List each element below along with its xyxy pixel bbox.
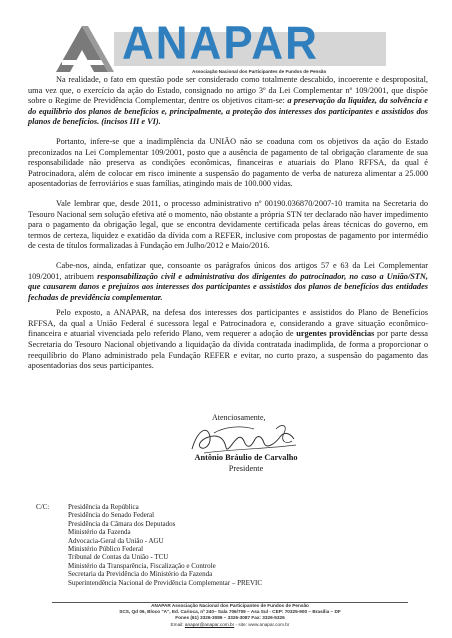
letter-body: [28, 75, 428, 381]
list-item: Tribunal de Contas da União - TCU: [68, 553, 169, 562]
closing-text: Atenciosamente,: [212, 413, 266, 422]
paragraph-4: Cabe-nos, ainda, enfatizar que, consoante os parágrafos únicos dos artigos 57 e 63 da Lei Complementar 109/2001, atribuem responsabilização civil e administrativa dos dirigentes do patrocinador, no caso a União/STN, que causarem danos e prejuízos aos interesses dos participantes e assistidos dos planos de benefícios das entidades fechadas de previdência complementar.: [28, 260, 429, 302]
footer-address: SCS, Qd 06, Bloco "A", Ed. Carioca, nº 240– Sala 706/709 – Asa Sul - CEP: 70325-900 – Brasília – DF: [119, 609, 341, 615]
paragraph-1: Na realidade, o fato em questão pode ser considerado como totalmente descabido, incoerente e desproposital, uma vez que, o exercício da ação do Estado, consignado no artigo 3º da Lei Complementar nº 109/2001, que dispõe sobre o Regime de Previdência Complementar, dentre os objetivos citam-se: a preservação da liquidez, da solvência e do equilíbrio dos planos de benefícios e, principalmente, a proteção dos interesses dos participantes e assistidos dos planos de benefícios. (incisos III e VI).: [28, 75, 428, 127]
list-item: Advocacia-Geral da União - AGU: [68, 536, 164, 545]
signature-block: [176, 413, 316, 489]
brand-subtitle: Associação Nacional dos Participantes de Fundos de Pensão: [192, 69, 327, 74]
page-footer: [52, 603, 408, 628]
footer-org: ANAPAR Associação Nacional dos Participantes de Fundos de Pensão: [151, 603, 309, 608]
email-link[interactable]: anapar@anapar.com.br: [184, 621, 235, 627]
list-item: Ministério da Transparência, Fiscalização e Controle: [68, 561, 216, 570]
signer-role: Presidente: [228, 464, 264, 473]
paragraph-5: Pelo exposto, a ANAPAR, na defesa dos interesses dos participantes e assistidos do Plano de Benefícios RFFSA, da qual a União Federal é sucessora legal e Patrocinadora e, considerando a grave situação econômico-financeira e atuarial vivenciada pelo referido Plano, vem requerer a adoção de urgentes providências por parte dessa Secretaria do Tesouro Nacional objetivando a liquidação da dívida contratada inadimplida, de forma a proporcionar o reequilíbrio do Plano administrado pela Fundação REFER e evitar, no curto prazo, a suspensão do pagamento das aposentadorias dos seus participantes.: [28, 308, 428, 371]
list-item: Superintendência Nacional de Previdência Complementar – PREVIC: [68, 578, 263, 587]
list-item: Presidência do Senado Federal: [68, 511, 155, 520]
brand-name: ANAPAR: [122, 17, 319, 70]
paragraph-2: Portanto, infere-se que a inadimplência da UNIÃO não se coaduna com os objetivos da ação do Estado preconizados na Lei Complementar 109/2001, posto que a ausência de pagamento de tal obrigação claramente de sua responsabilidade não preserva as condições econômicas, financeiras e atuariais do Plano RFFSA, da qual é Patrocinadora, além de colocar em risco iminente a suspensão do pagamento de verba de natureza alimentar a 25.000 aposentadorias de ferroviários e suas famílias, atingindo mais de 100.000 vidas.: [28, 136, 428, 189]
signer-name: Antônio Bráulio de Carvalho: [194, 453, 298, 462]
list-item: Presidência da República: [68, 503, 139, 511]
paragraph-3: Vale lembrar que, desde 2011, o processo administrativo nº 00190.036870/2007-10 tramita na Secretaria do Tesouro Nacional sem solução efetiva até o momento, não obstante a própria STN ter declarado não haver impedimento para o pagamento da obrigação legal, que se encontra devidamente certificada pelas áreas técnicas do governo, em termos de certeza, liquidez e exatidão da dívida com a REFER, inclusive com propostas de pagamento por intermédio de cesta de títulos formalizadas à Fundação em Julho/2012 e Maio/2016.: [28, 198, 428, 251]
letterhead: [52, 17, 392, 82]
copies-list: [68, 503, 262, 587]
list-item: Ministério da Fazenda: [68, 528, 131, 537]
site-link[interactable]: www.anapar.com.br: [248, 621, 290, 627]
footer-contact: Email: anapar@anapar.com.br - site: www.anapar.com.br: [170, 621, 290, 627]
list-item: Ministério Público Federal: [68, 545, 144, 554]
list-item: Secretaria da Previdência do Ministério da Fazenda: [68, 570, 213, 579]
list-item: Presidência da Câmara dos Deputados: [68, 519, 176, 528]
footer-phones: Fones (61) 3326-3086 – 3326-3087 Fax: 3326-5326: [175, 615, 285, 621]
copies-label: C/C:: [36, 503, 50, 511]
